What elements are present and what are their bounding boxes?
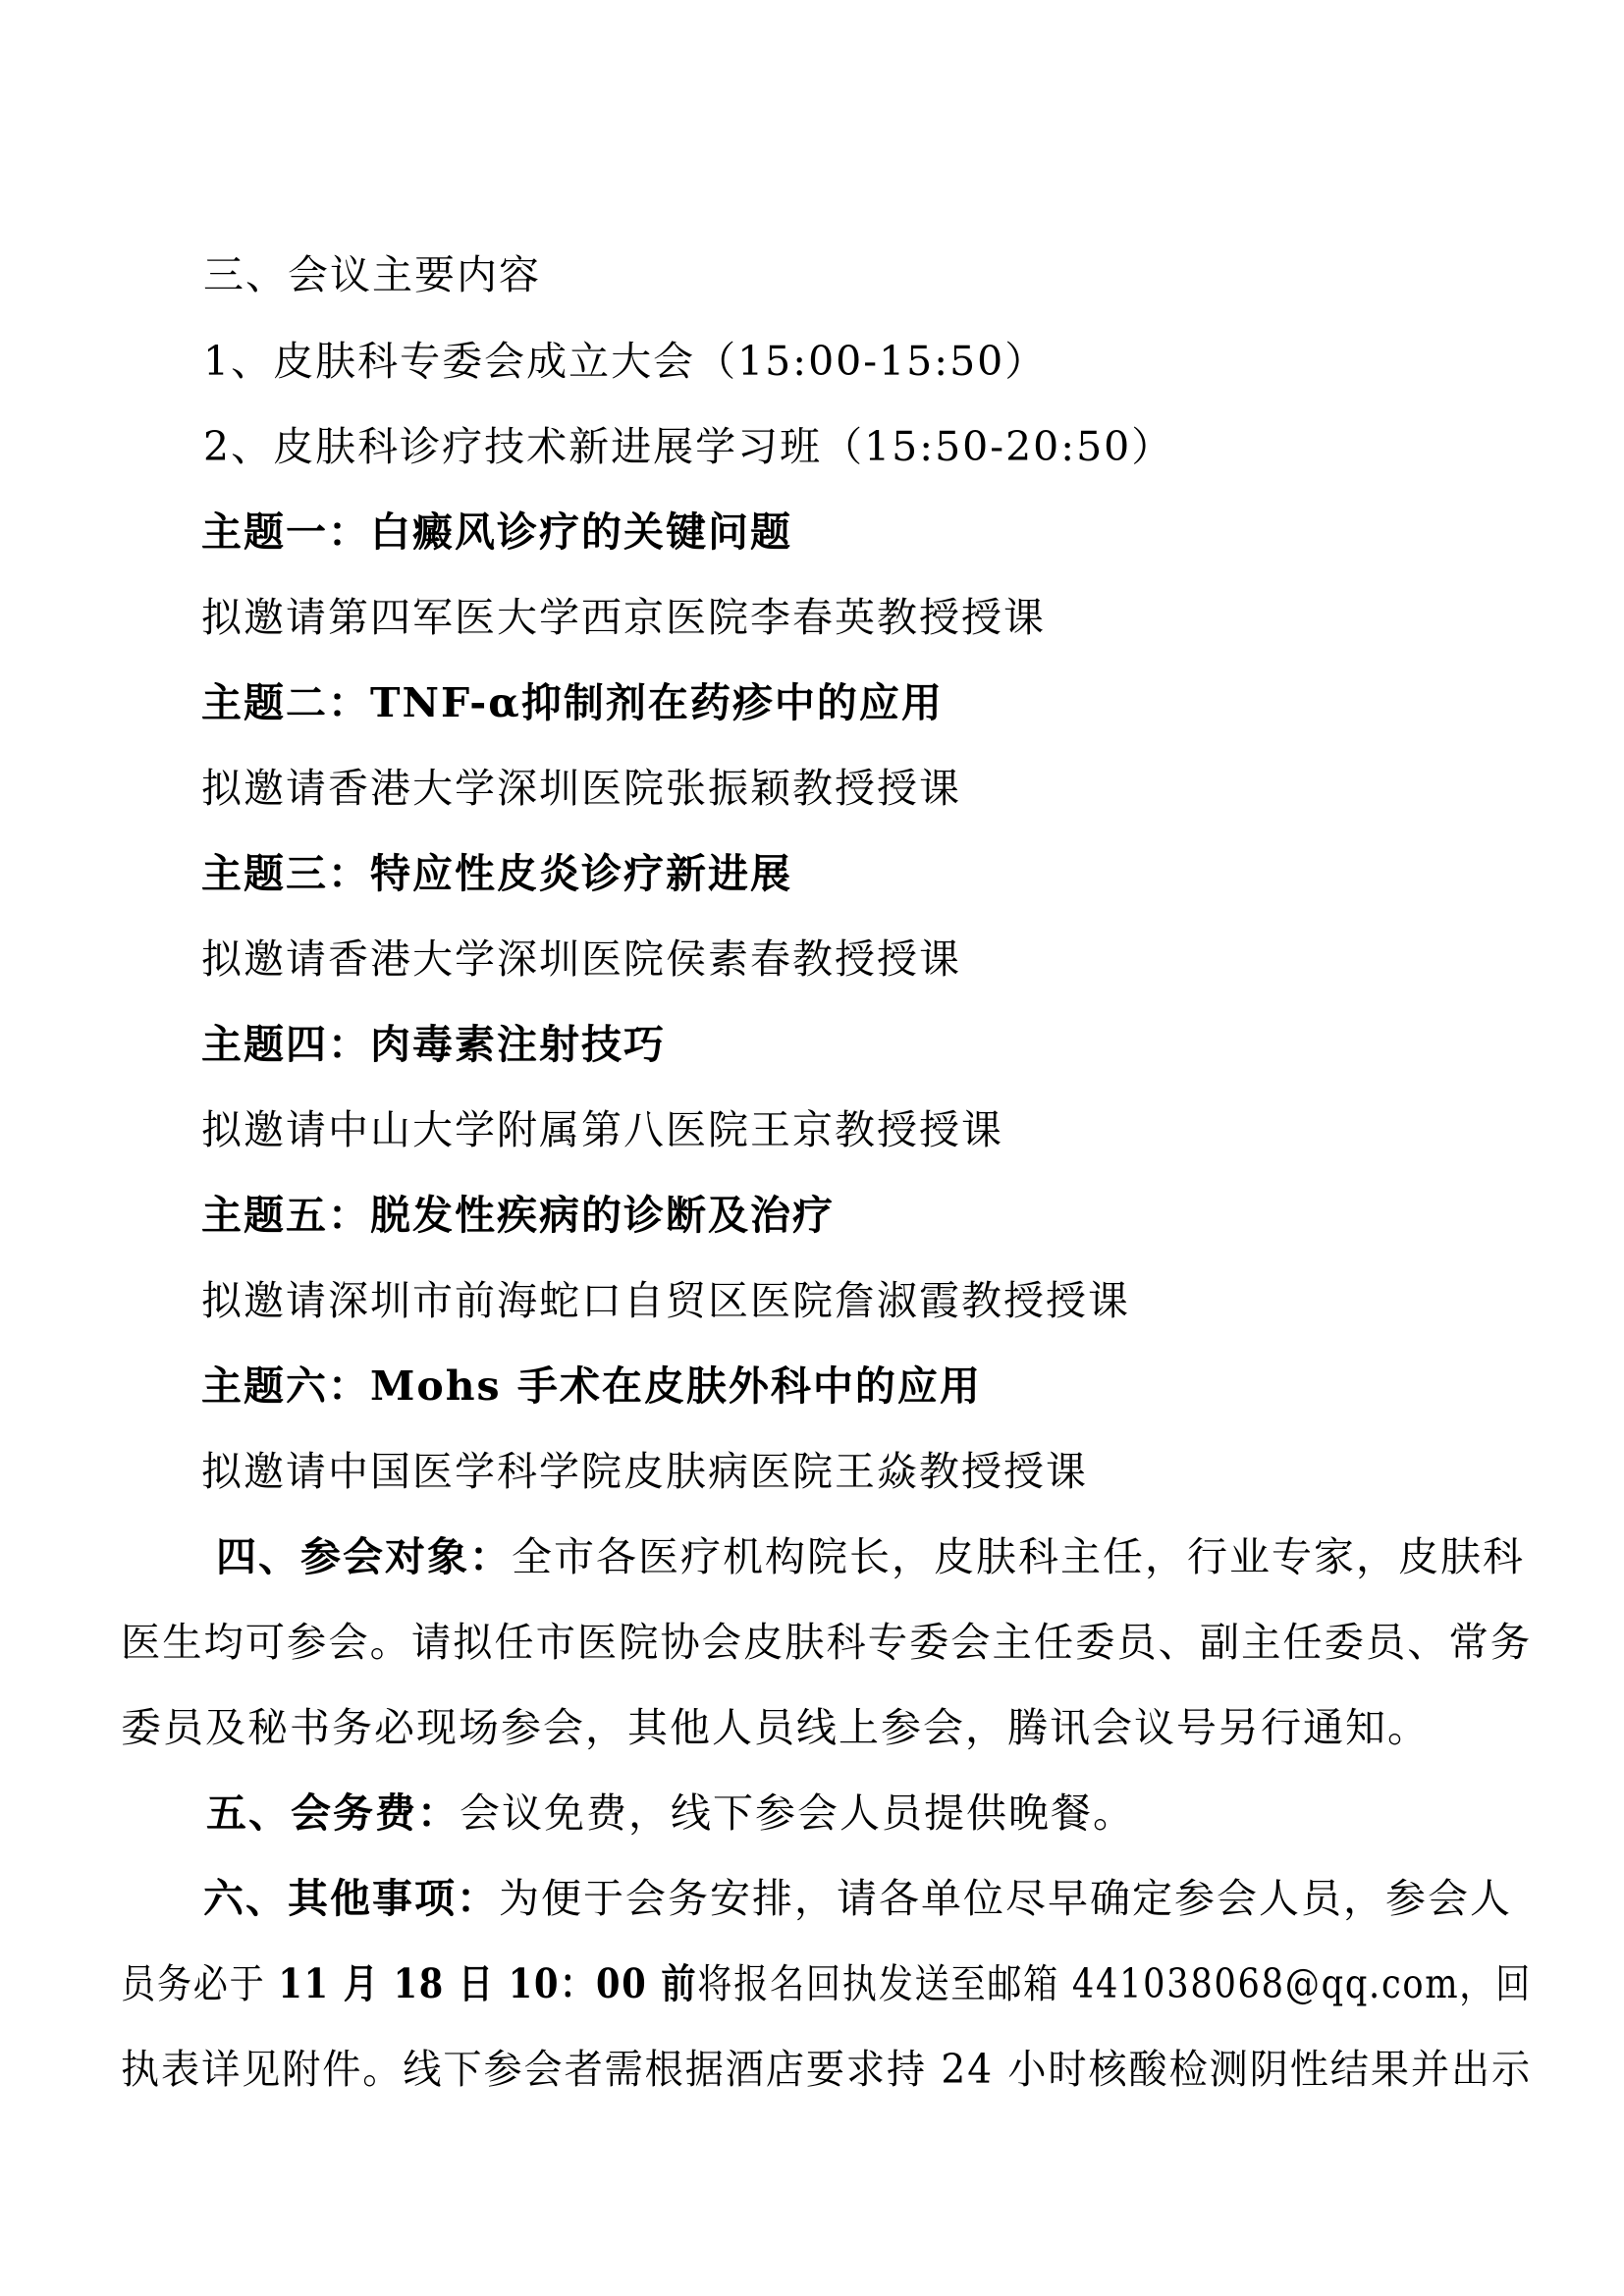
topic-speaker-1: 拟邀请第四军医大学西京医院李春英教授授课 [201,594,1046,641]
section-6-deadline-post: 将报名回执发送至邮箱 441038068@qq.com，回 [697,1960,1533,2007]
topic-speaker-2: 拟邀请香港大学深圳医院张振颖教授授课 [201,765,961,812]
topic-speaker-6: 拟邀请中国医学科学院皮肤病医院王焱教授授课 [201,1448,1088,1495]
section-6-line-2 [121,1954,1532,2013]
section-5-lead: 五、会务费： [206,1789,460,1837]
section-6-line-3: 执表详见附件。线下参会者需根据酒店要求持 24 小时核酸检测阴性结果并出示 [121,2046,1533,2093]
topic-title-6: 主题六：Mohs 手术在皮肤外科中的应用 [201,1362,982,1410]
section-6-line-1 [203,1869,1512,1928]
section-heading-3: 三、会议主要内容 [203,251,541,298]
section-4-line-3: 委员及秘书务必现场参会，其他人员线上参会，腾讯会议号另行通知。 [121,1704,1430,1751]
topic-title-4: 主题四：肉毒素注射技巧 [201,1021,666,1068]
section-6-deadline-pre: 员务必于 [121,1960,279,2007]
section-4-lead: 四、参会对象： [216,1533,512,1580]
topic-speaker-4: 拟邀请中山大学附属第八医院王京教授授课 [201,1106,1003,1153]
agenda-item-1: 1、皮肤科专委会成立大会（15:00-15:50） [203,338,1048,385]
section-4-line-2: 医生均可参会。请拟任市医院协会皮肤科专委会主任委员、副主任委员、常务 [121,1619,1532,1666]
section-6-deadline: 11 月 18 日 10：00 前 [278,1960,698,2007]
section-5-line [206,1784,1135,1842]
section-4-line-1 [216,1527,1525,1586]
section-4-text: 全市各医疗机构院长，皮肤科主任，行业专家，皮肤科 [512,1533,1525,1580]
topic-title-2: 主题二：TNF-α抑制剂在药疹中的应用 [201,679,944,726]
agenda-item-2: 2、皮肤科诊疗技术新进展学习班（15:50-20:50） [203,423,1174,470]
topic-title-5: 主题五：脱发性疾病的诊断及治疗 [201,1192,835,1239]
section-6-lead: 六、其他事项： [203,1875,499,1922]
section-5-text: 会议免费，线下参会人员提供晚餐。 [460,1789,1135,1837]
topic-title-1: 主题一：白癜风诊疗的关键问题 [201,508,792,556]
topic-speaker-3: 拟邀请香港大学深圳医院侯素春教授授课 [201,935,961,983]
section-6-text: 为便于会务安排，请各单位尽早确定参会人员，参会人 [499,1875,1512,1922]
topic-title-3: 主题三：特应性皮炎诊疗新进展 [201,850,792,897]
topic-speaker-5: 拟邀请深圳市前海蛇口自贸区医院詹淑霞教授授课 [201,1277,1130,1324]
